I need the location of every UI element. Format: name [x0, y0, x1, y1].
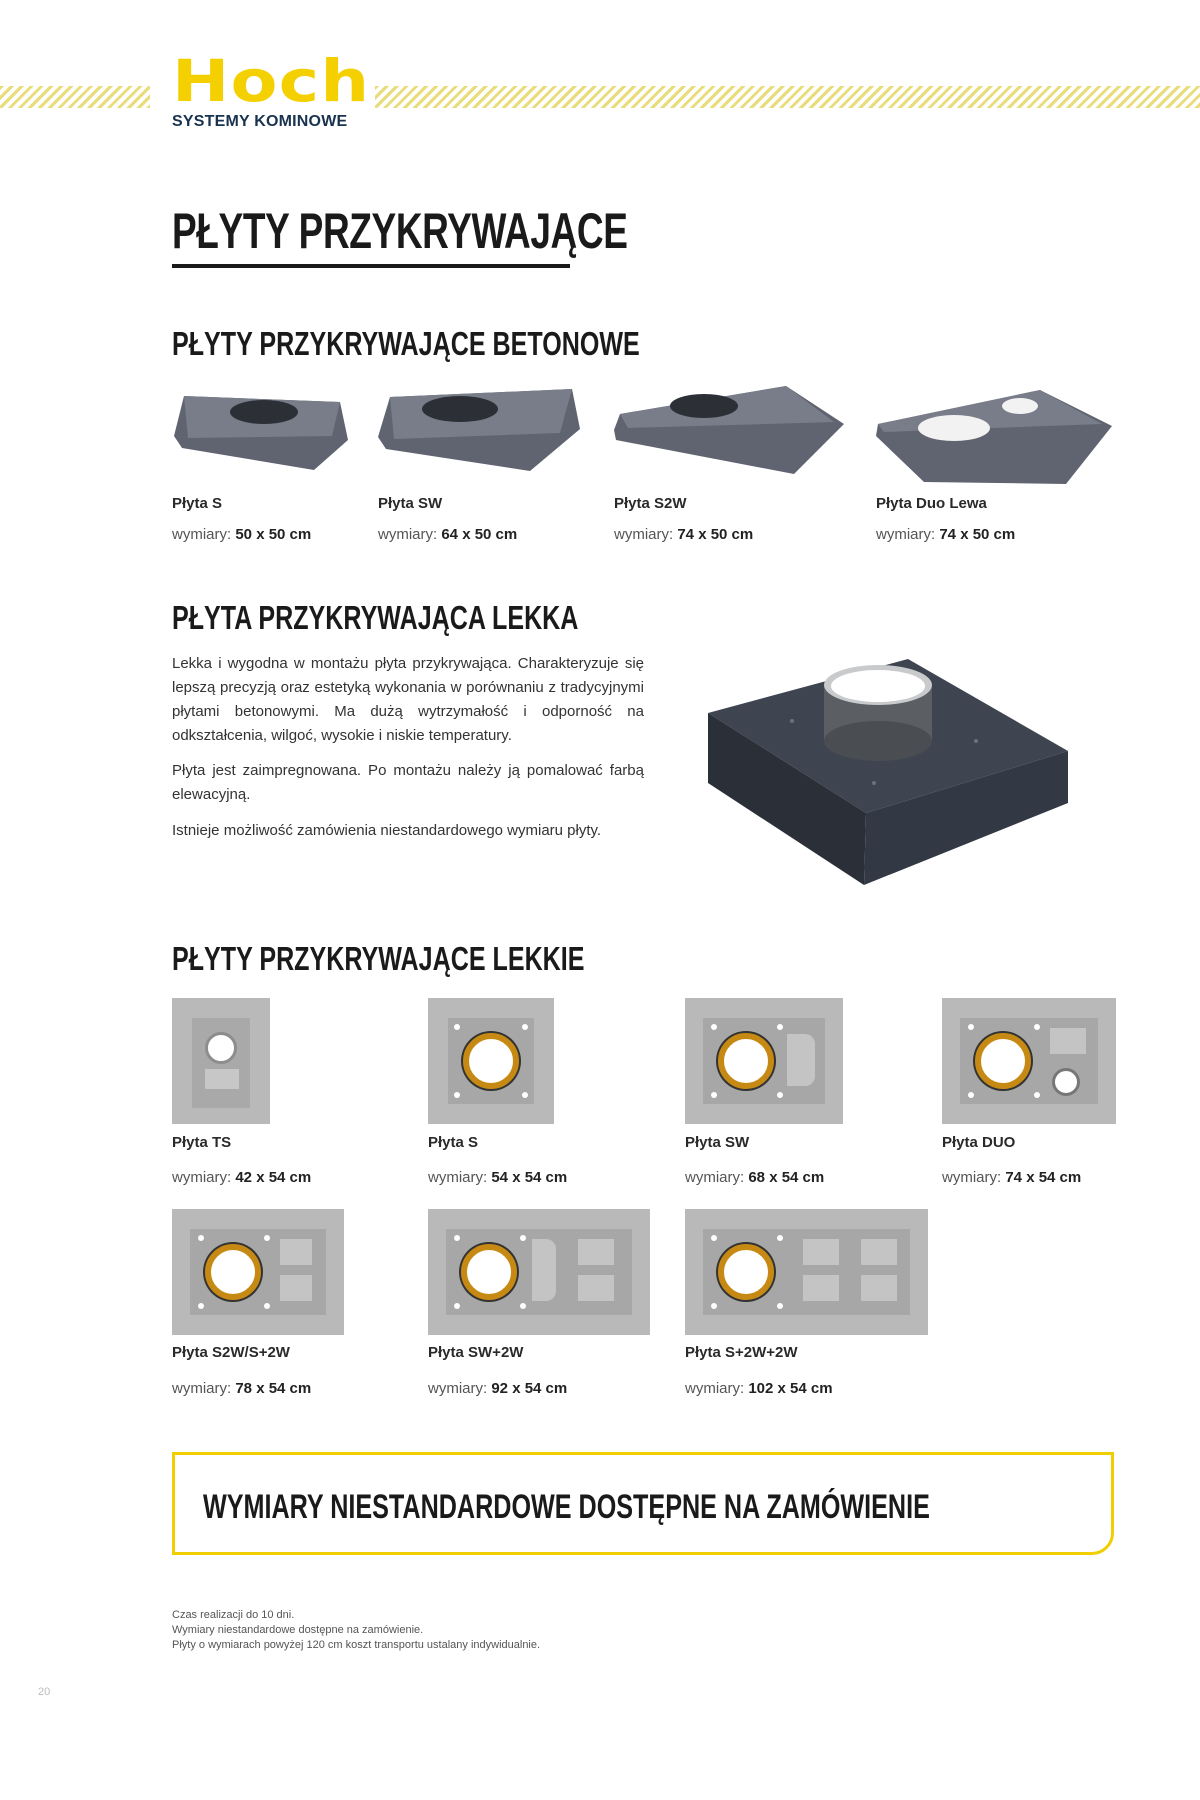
- concrete-item-name: Płyta Duo Lewa: [876, 495, 987, 512]
- concrete-item-name: Płyta SW: [378, 495, 443, 512]
- concrete-item-dims: wymiary: 64 x 50 cm: [378, 526, 518, 543]
- header-stripe-right: [375, 86, 1200, 108]
- light-item-name: Płyta DUO: [942, 1134, 1016, 1151]
- description-paragraph: Istnieje możliwość zamówienia niestandardowego wymiaru płyty.: [172, 822, 602, 839]
- concrete-plate-sw-image: [376, 385, 582, 475]
- section-title-concrete: PŁYTY PRZYKRYWAJĄCE BETONOWE: [172, 325, 640, 362]
- light-item-dims: wymiary: 42 x 54 cm: [172, 1169, 312, 1186]
- concrete-item-dims: wymiary: 74 x 50 cm: [614, 526, 754, 543]
- footnote: Płyty o wymiarach powyżej 120 cm koszt transportu ustalany indywidualnie.: [172, 1639, 541, 1651]
- concrete-plate-s-image: [172, 392, 350, 474]
- light-plate-s2w2w-image: [685, 1209, 928, 1335]
- concrete-item-name: Płyta S: [172, 495, 223, 512]
- light-item-dims: wymiary: 74 x 54 cm: [942, 1169, 1082, 1186]
- light-plate-sw2w-image: [428, 1209, 650, 1335]
- light-item-name: Płyta SW+2W: [428, 1344, 524, 1361]
- light-plate-photo: [706, 655, 1070, 887]
- title-underline: [172, 264, 570, 268]
- page-title: PŁYTY PRZYKRYWAJĄCE: [172, 203, 628, 259]
- light-item-dims: wymiary: 92 x 54 cm: [428, 1380, 568, 1397]
- light-plate-sw-image: [685, 998, 843, 1124]
- light-item-dims: wymiary: 68 x 54 cm: [685, 1169, 825, 1186]
- section-title-light-plates: PŁYTY PRZYKRYWAJĄCE LEKKIE: [172, 940, 585, 977]
- light-item-dims: wymiary: 102 x 54 cm: [685, 1380, 833, 1397]
- footnote: Wymiary niestandardowe dostępne na zamówienie.: [172, 1624, 424, 1636]
- concrete-item-dims: wymiary: 50 x 50 cm: [172, 526, 312, 543]
- concrete-item-dims: wymiary: 74 x 50 cm: [876, 526, 1016, 543]
- concrete-item-name: Płyta S2W: [614, 495, 687, 512]
- light-plate-duo-image: [942, 998, 1116, 1124]
- footnotes: [172, 1608, 540, 1653]
- footnote: Czas realizacji do 10 dni.: [172, 1609, 295, 1621]
- light-item-name: Płyta SW: [685, 1134, 750, 1151]
- light-item-name: Płyta S: [428, 1134, 479, 1151]
- light-item-dims: wymiary: 78 x 54 cm: [172, 1380, 312, 1397]
- header-stripe-left: [0, 86, 150, 108]
- light-plate-s-image: [428, 998, 554, 1124]
- concrete-plate-s2w-image: [612, 384, 846, 478]
- description-paragraph: Lekka i wygodna w montażu płyta przykrywająca. Charakteryzuje się lepszą precyzją oraz estetyką wykonania w porównaniu z tradycyjnymi płytami betonowymi. Ma dużą wytrzymałość i odporność na odkształcenia, wilgoć, wysokie i niskie temperatury.: [172, 655, 644, 744]
- section-title-light-plate: PŁYTA PRZYKRYWAJĄCA LEKKA: [172, 599, 579, 636]
- light-plate-ts-image: [172, 998, 270, 1124]
- concrete-plate-duo-image: [874, 388, 1114, 486]
- light-item-name: Płyta S+2W+2W: [685, 1344, 798, 1361]
- light-item-name: Płyta S2W/S+2W: [172, 1344, 290, 1361]
- light-item-dims: wymiary: 54 x 54 cm: [428, 1169, 568, 1186]
- page-number: 20: [38, 1686, 51, 1698]
- logo-wordmark: Hoch: [172, 47, 371, 115]
- description-paragraph: Płyta jest zaimpregnowana. Po montażu należy ją pomalować farbą elewacyjną.: [172, 762, 644, 803]
- logo-subtitle: SYSTEMY KOMINOWE: [172, 113, 348, 130]
- callout-text: WYMIARY NIESTANDARDOWE DOSTĘPNE NA ZAMÓWIENIE: [203, 1488, 930, 1526]
- light-item-name: Płyta TS: [172, 1134, 232, 1151]
- light-plate-s2w-image: [172, 1209, 344, 1335]
